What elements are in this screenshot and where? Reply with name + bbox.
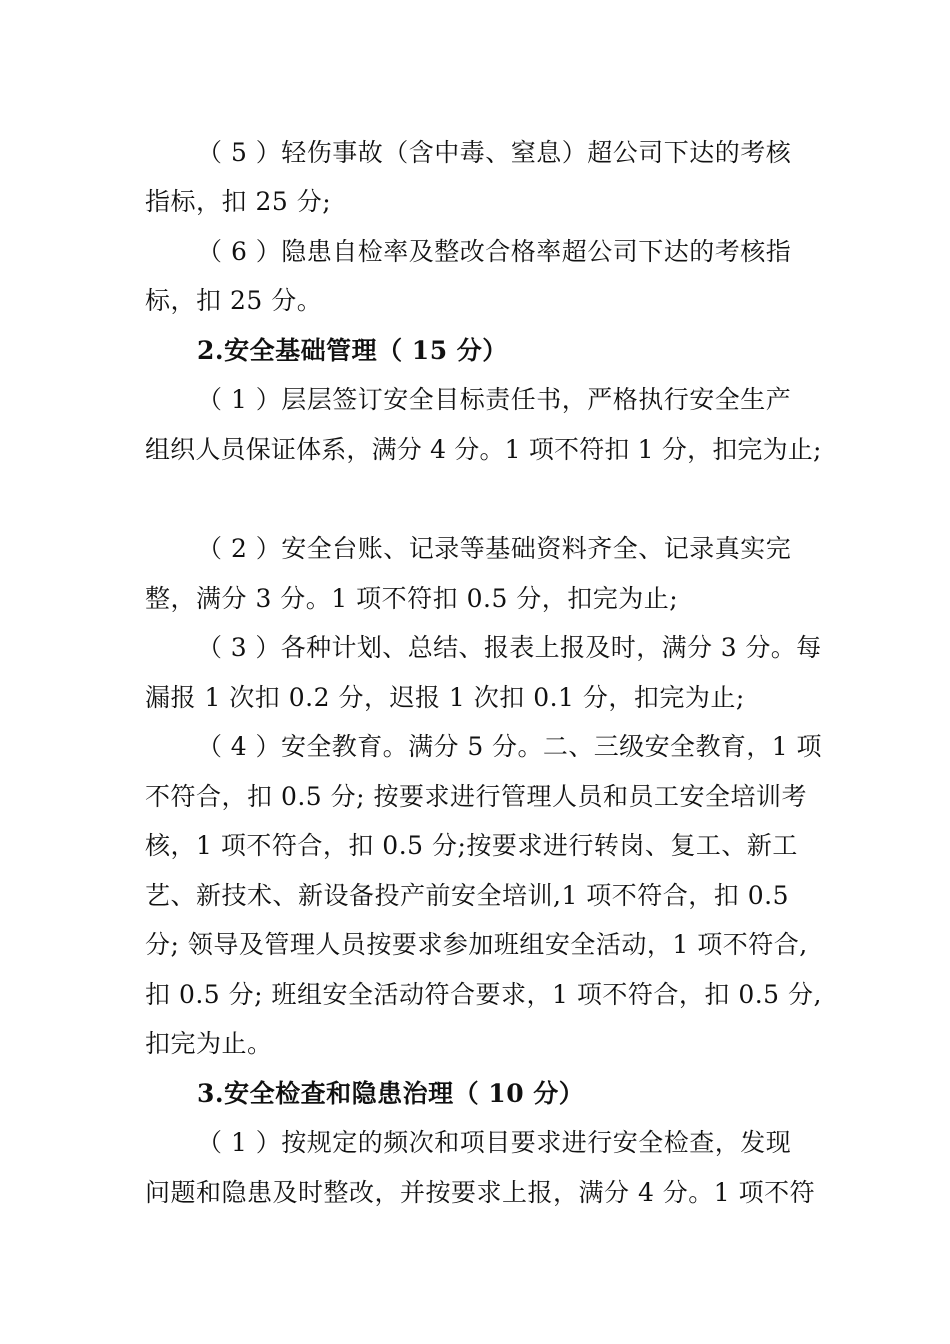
section-heading: 3.安全检查和隐患治理（ 10 分） — [197, 1079, 585, 1108]
paragraph-line: （ 1 ）层层签订安全目标责任书，严格执行安全生产 — [197, 385, 792, 414]
paragraph-line: （ 2 ）安全台账、记录等基础资料齐全、记录真实完 — [197, 534, 792, 563]
paragraph-line: 核，1 项不符合，扣 0.5 分;按要求进行转岗、复工、新工 — [145, 831, 798, 860]
paragraph-line: （ 5 ）轻伤事故（含中毒、窒息）超公司下达的考核 — [197, 138, 792, 167]
paragraph-line: 漏报 1 次扣 0.2 分，迟报 1 次扣 0.1 分，扣完为止; — [145, 683, 745, 712]
paragraph-line: 扣完为止。 — [145, 1029, 273, 1058]
paragraph-line: 组织人员保证体系，满分 4 分。1 项不符扣 1 分，扣完为止; — [145, 435, 822, 464]
paragraph-line: （ 3 ）各种计划、总结、报表上报及时，满分 3 分。每 — [197, 633, 822, 662]
paragraph-line: 艺、新技术、新设备投产前安全培训,1 项不符合，扣 0.5 — [145, 881, 790, 910]
paragraph-line: 扣 0.5 分; 班组安全活动符合要求，1 项不符合，扣 0.5 分, — [145, 980, 822, 1009]
paragraph-line: 分; 领导及管理人员按要求参加班组安全活动，1 项不符合, — [145, 930, 808, 959]
section-heading: 2.安全基础管理（ 15 分） — [197, 336, 508, 365]
paragraph-line: 问题和隐患及时整改，并按要求上报，满分 4 分。1 项不符 — [145, 1178, 816, 1207]
paragraph-line: 指标，扣 25 分; — [145, 187, 332, 216]
paragraph-line: 整，满分 3 分。1 项不符扣 0.5 分，扣完为止; — [145, 584, 679, 613]
paragraph-line: （ 6 ）隐患自检率及整改合格率超公司下达的考核指 — [197, 237, 792, 266]
paragraph-line: 标，扣 25 分。 — [145, 286, 323, 315]
paragraph-line: 不符合，扣 0.5 分; 按要求进行管理人员和员工安全培训考 — [145, 782, 808, 811]
paragraph-line: （ 4 ）安全教育。满分 5 分。二、三级安全教育，1 项 — [197, 732, 822, 761]
paragraph-line: （ 1 ）按规定的频次和项目要求进行安全检查，发现 — [197, 1128, 792, 1157]
